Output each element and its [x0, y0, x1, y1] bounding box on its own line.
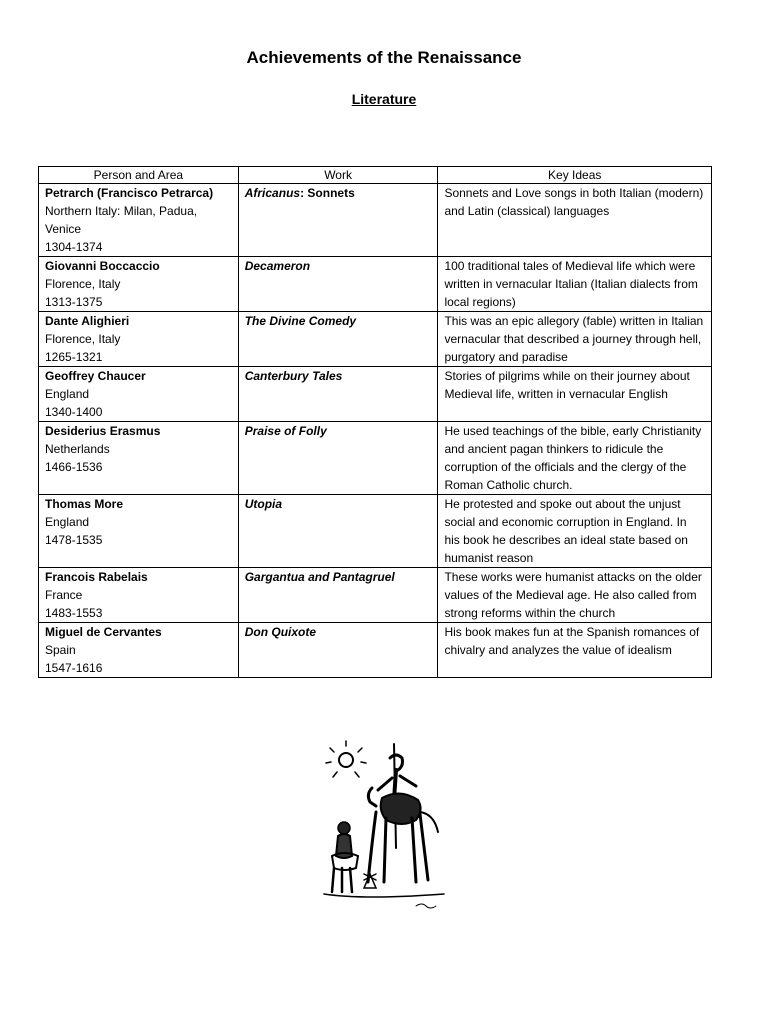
ideas-cell: 100 traditional tales of Medieval life which were written in vernacular Italian (Italian dialects from local regions) [438, 257, 712, 312]
person-years: 1478-1535 [45, 533, 103, 547]
person-years: 1313-1375 [45, 295, 103, 309]
work-subtitle: : Sonnets [300, 186, 355, 200]
work-cell [238, 367, 438, 422]
person-name: Francois Rabelais [45, 570, 148, 584]
person-area: Northern Italy: Milan, Padua, Venice [45, 204, 198, 236]
ideas-cell: Stories of pilgrims while on their journey about Medieval life, written in vernacular English [438, 367, 712, 422]
person-area: Florence, Italy [45, 332, 121, 346]
table-row [39, 495, 712, 568]
person-name: Desiderius Erasmus [45, 424, 161, 438]
page-title: Achievements of the Renaissance [246, 48, 522, 67]
ideas-cell: He used teachings of the bible, early Christianity and ancient pagan thinkers to ridicule the corruption of the officials and the clergy of the Roman Catholic church. [438, 422, 712, 495]
person-area: Netherlands [45, 442, 110, 456]
header-person-area: Person and Area [39, 167, 239, 184]
person-cell [39, 422, 239, 495]
person-name: Giovanni Boccaccio [45, 259, 160, 273]
table-row [39, 367, 712, 422]
person-name: Dante Alighieri [45, 314, 130, 328]
don-quixote-sketch-icon [320, 728, 452, 918]
work-cell [238, 184, 438, 257]
person-years: 1483-1553 [45, 606, 103, 620]
person-cell [39, 568, 239, 623]
ideas-cell: This was an epic allegory (fable) written in Italian vernacular that described a journey through hell, purgatory and paradise [438, 312, 712, 367]
ideas-cell: He protested and spoke out about the unjust social and economic corruption in England. In his book he describes an ideal state based on humanist reason [438, 495, 712, 568]
person-cell [39, 257, 239, 312]
person-years: 1547-1616 [45, 661, 103, 675]
ideas-cell: Sonnets and Love songs in both Italian (modern) and Latin (classical) languages [438, 184, 712, 257]
work-title: Praise of Folly [244, 424, 327, 438]
person-cell [39, 495, 239, 568]
work-title: Decameron [244, 259, 311, 273]
work-title: The Divine Comedy [244, 314, 357, 328]
section-title: Literature [351, 91, 417, 107]
work-cell [238, 623, 438, 678]
person-years: 1304-1374 [45, 240, 103, 254]
table-header-row [39, 167, 712, 184]
table-row [39, 623, 712, 678]
work-cell [238, 257, 438, 312]
work-title: Canterbury Tales [244, 369, 343, 383]
ideas-cell: These works were humanist attacks on the older values of the Medieval age. He also called from strong reforms within the church [438, 568, 712, 623]
ideas-cell: His book makes fun at the Spanish romances of chivalry and analyzes the value of idealism [438, 623, 712, 678]
person-cell [39, 623, 239, 678]
person-cell [39, 312, 239, 367]
table-row [39, 184, 712, 257]
person-name: Thomas More [45, 497, 124, 511]
work-title: Gargantua and Pantagruel [244, 570, 395, 584]
person-area: Florence, Italy [45, 277, 121, 291]
work-cell [238, 422, 438, 495]
work-cell [238, 495, 438, 568]
work-cell [238, 312, 438, 367]
person-area: France [45, 588, 83, 602]
table-row [39, 312, 712, 367]
person-area: England [45, 387, 90, 401]
person-name: Geoffrey Chaucer [45, 369, 146, 383]
work-title: Africanus [244, 186, 301, 200]
person-years: 1265-1321 [45, 350, 103, 364]
header-work: Work [238, 167, 438, 184]
person-name: Miguel de Cervantes [45, 625, 162, 639]
work-title: Utopia [244, 497, 283, 511]
person-cell [39, 367, 239, 422]
table-row [39, 568, 712, 623]
person-area: Spain [45, 643, 76, 657]
person-cell [39, 184, 239, 257]
person-years: 1340-1400 [45, 405, 103, 419]
literature-table [38, 166, 712, 678]
header-key-ideas: Key Ideas [438, 167, 712, 184]
person-area: England [45, 515, 90, 529]
don-quixote-illustration [320, 728, 452, 918]
work-cell [238, 568, 438, 623]
person-years: 1466-1536 [45, 460, 103, 474]
table-row [39, 422, 712, 495]
work-title: Don Quixote [244, 625, 317, 639]
person-name: Petrarch (Francisco Petrarca) [45, 186, 214, 200]
table-row [39, 257, 712, 312]
